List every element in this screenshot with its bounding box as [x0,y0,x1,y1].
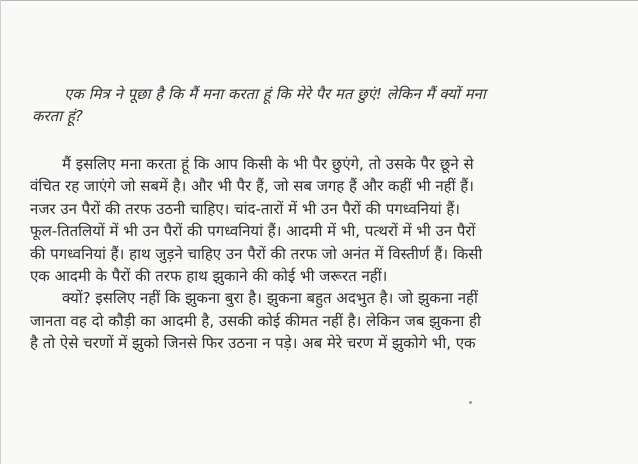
text-line: क्यों? इसलिए नहीं कि झुकना बुरा है। झुकना बहुत अदभुत है। जो झुकना नहीं [62,289,478,308]
text-line: की पगध्वनियां हैं। हाथ जुड़ने चाहिए उन पैरों की तरफ जो अनंत में विस्तीर्ण हैं। किसी [30,244,483,263]
text-line: मैं इसलिए मना करता हूं कि आप किसी के भी पैर छुएंगे, तो उसके पैर छूने से [62,155,474,173]
question-line: करता हूं? [32,107,83,125]
page-border-top [0,0,638,1]
text-line: नजर उन पैरों की तरफ उठनी चाहिए। चांद-तारों में भी उन पैरों की पगध्वनियां हैं। [30,199,460,218]
paragraph-1 [30,153,620,287]
text-line: जानता वह दो कौड़ी का आदमी है, उसकी कोई कीमत नहीं है। लेकिन जब झुकना ही [30,311,481,330]
question-line: एक मित्र ने पूछा है कि मैं मना करता हूं कि मेरे पैर मत छुएं! लेकिन मैं क्यों मना [64,85,486,103]
scan-speck [469,401,472,404]
answer-text [30,153,620,355]
page-border-left [0,0,1,464]
text-line: वंचित रह जाएंगे जो सबमें है। और भी पैर हैं, जो सब जगह हैं और कहीं भी नहीं हैं। [30,177,474,196]
question-paragraph [32,83,622,127]
text-line: है तो ऐसे चरणों में झुको जिनसे फिर उठना न पड़े। अब मेरे चरण में झुकोगे भी, एक [30,334,476,353]
paragraph-2 [30,287,620,354]
text-line: फूल-तितलियों में भी उन पैरों की पगध्वनियां हैं। आदमी में भी, पत्थरों में भी उन पैरों [30,222,476,241]
text-line: एक आदमी के पैरों की तरफ हाथ झुकाने की कोई भी जरूरत नहीं। [30,267,388,286]
